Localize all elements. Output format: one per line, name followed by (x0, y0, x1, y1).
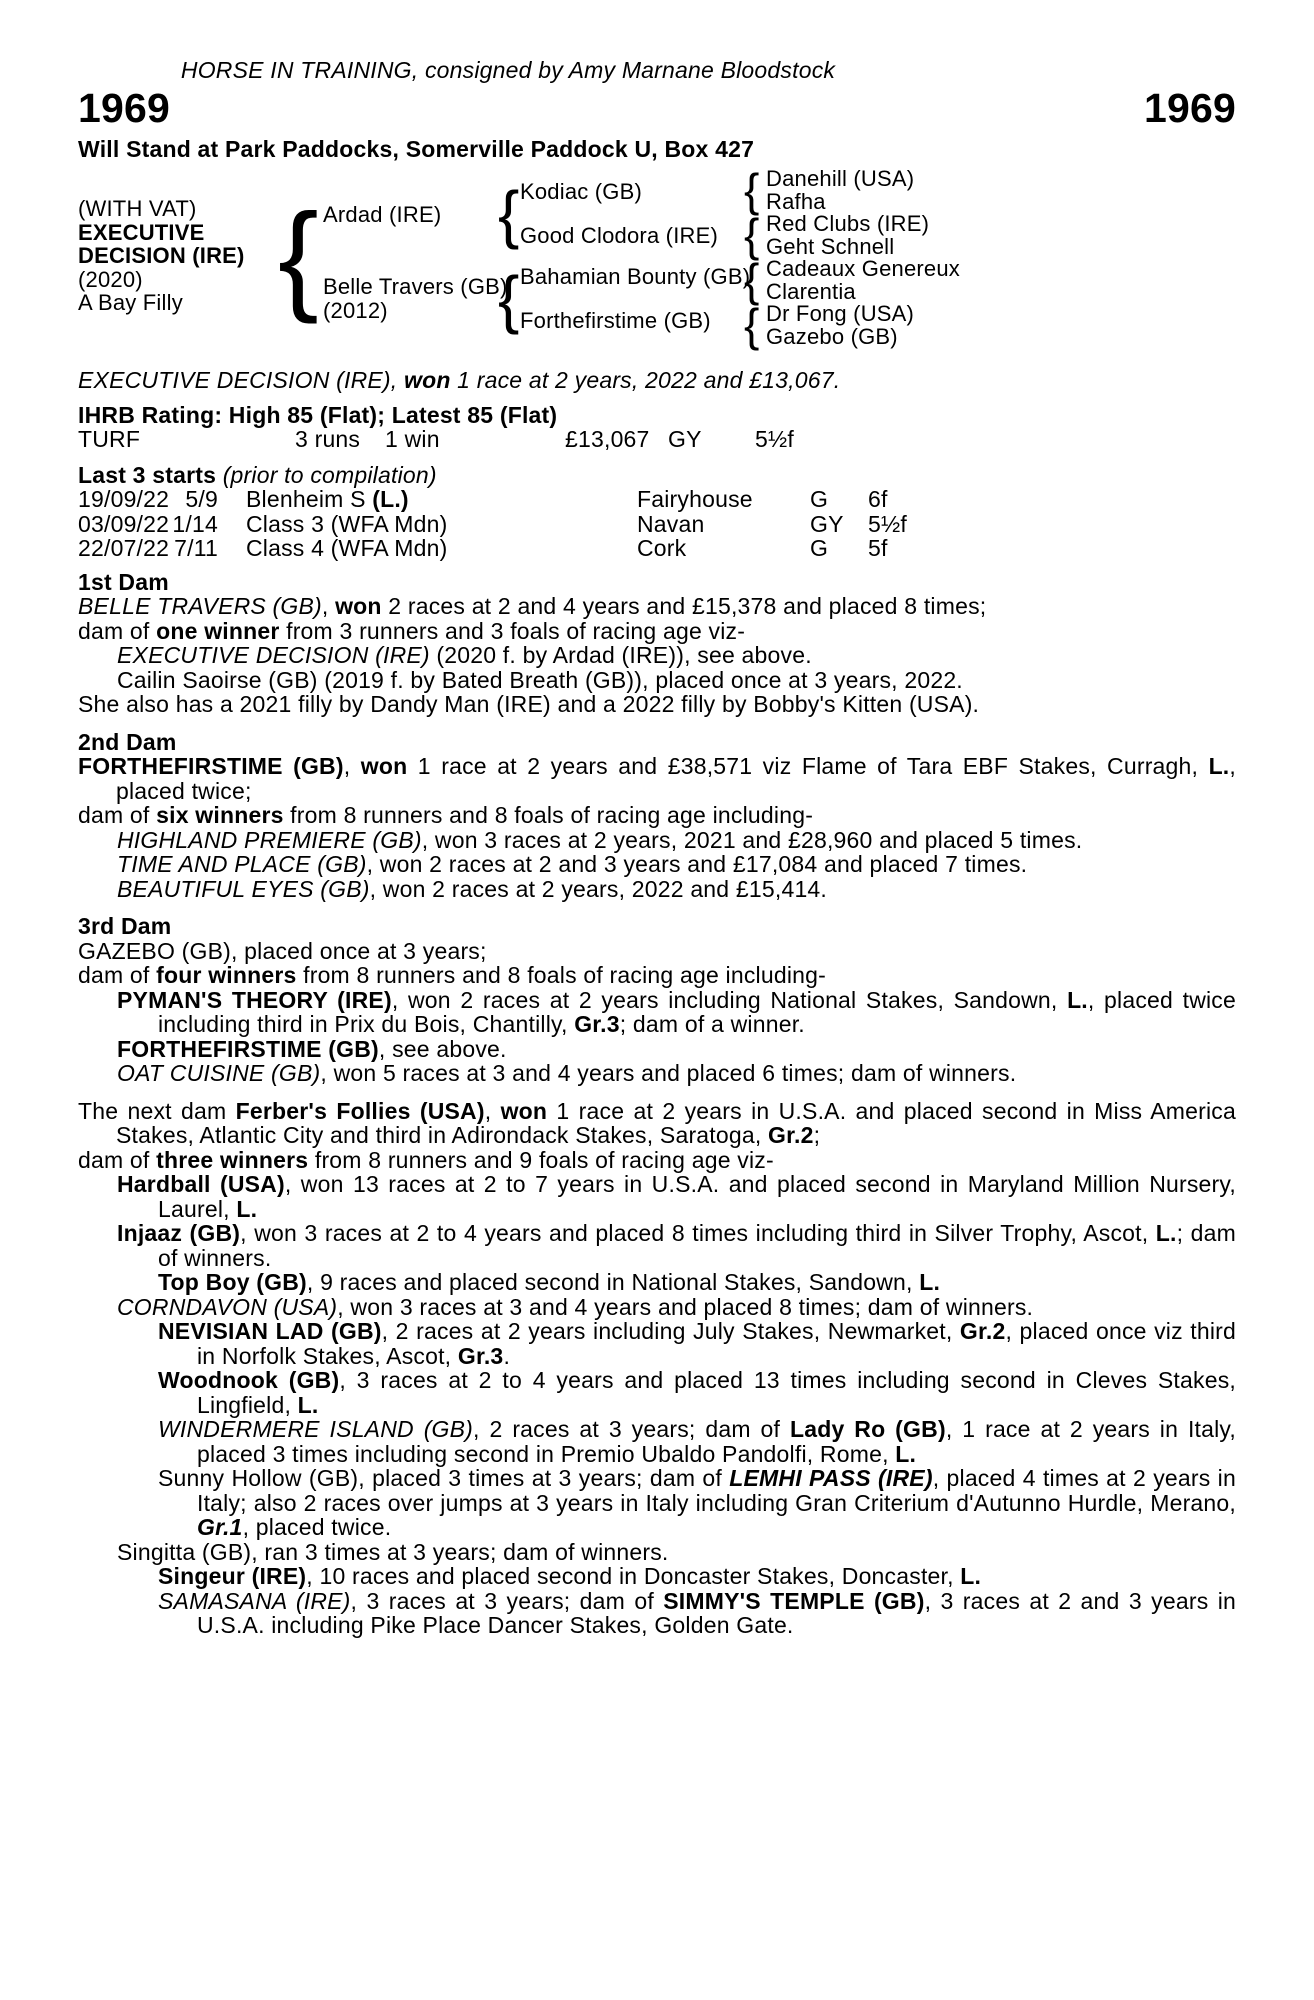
text-segment: Top Boy (GB) (158, 1269, 307, 1295)
going: G (810, 486, 829, 512)
wins-count: 1 win (385, 426, 440, 452)
first-dam-section (78, 570, 1236, 717)
text-segment: L. (236, 1195, 258, 1222)
text-segment: , placed twice; (116, 753, 1236, 804)
finish-position: 1/14 (172, 510, 218, 537)
text-segment: SIMMY'S TEMPLE (GB) (663, 1587, 925, 1614)
paragraph (78, 1099, 1236, 1148)
text-segment: , won 5 races at 3 and 4 years and placed 6 times; dam of winners. (320, 1060, 1017, 1086)
racecourse: Navan (637, 510, 705, 537)
paragraph (78, 1540, 1236, 1565)
text-segment: , placed twice including third in Prix du Bois, Chantilly, (158, 986, 1237, 1037)
text-segment: The next dam (78, 1097, 236, 1124)
great-grandparent-name: Cadeaux Genereux (766, 256, 960, 281)
text-segment: CORNDAVON (USA) (117, 1293, 338, 1320)
paragraph (78, 1037, 1236, 1062)
first-dam-text (78, 594, 1236, 717)
text-segment: won (403, 367, 451, 393)
text-segment: BELLE TRAVERS (GB) (78, 593, 322, 619)
text-segment: won (500, 1097, 548, 1124)
text-segment: NEVISIAN LAD (GB) (158, 1318, 382, 1344)
text-segment: OAT CUISINE (GB) (117, 1060, 321, 1086)
text-segment: FORTHEFIRSTIME (GB) (117, 1035, 379, 1062)
text-segment: ; dam of a winner. (619, 1011, 805, 1037)
last-starts-title: Last 3 starts (78, 461, 217, 488)
third-dam-text (78, 939, 1236, 1086)
first-dam-heading: 1st Dam (78, 568, 169, 595)
text-segment: L. (1067, 986, 1088, 1013)
dam-brace: { (498, 263, 520, 335)
text-segment: , 1 race at 2 years in Italy, placed 3 times including second in Premio Ubaldo Pandolfi, Rome, (197, 1416, 1237, 1467)
text-segment: ; (813, 1122, 821, 1148)
paragraph (78, 852, 1236, 877)
text-segment: TIME AND PLACE (GB) (117, 851, 367, 877)
text-segment: dam of (78, 1146, 157, 1173)
race-record-summary (78, 368, 1236, 393)
race-name (218, 487, 637, 512)
paragraph (78, 1417, 1236, 1466)
text-segment: , won 2 races at 2 years, 2022 and £15,414. (369, 875, 828, 902)
text-segment: , 10 races and placed second in Doncaster Stakes, Doncaster, (306, 1563, 961, 1589)
great-grandparent-name: Rafha (766, 189, 826, 214)
text-segment: L. (297, 1391, 319, 1418)
text-segment: four winners (156, 962, 297, 988)
paragraph (78, 1270, 1236, 1295)
text-segment: HIGHLAND PREMIERE (GB) (117, 826, 422, 853)
grandsire-brace-2: { (744, 209, 760, 261)
going: GY (810, 510, 844, 537)
text-segment: Gr.2 (768, 1122, 814, 1148)
horse-name: EXECUTIVE DECISION (IRE) (78, 219, 245, 268)
vat-note: (WITH VAT) (78, 196, 197, 221)
pedigree-table (0, 161, 1314, 359)
grandsire-brace-3: { (744, 254, 760, 306)
paragraph (78, 368, 1236, 393)
second-dam-heading: 2nd Dam (78, 728, 177, 755)
text-segment: dam of (78, 962, 157, 988)
race-result-row (78, 536, 1236, 561)
paragraph (78, 619, 1236, 644)
paragraph (78, 1061, 1236, 1086)
text-segment: PYMAN'S THEORY (IRE) (117, 986, 392, 1013)
lot-number-left: 1969 (78, 84, 171, 131)
dam-name-text: Belle Travers (GB) (323, 274, 508, 299)
text-segment: won (360, 753, 408, 779)
second-dam-section (78, 730, 1236, 902)
finish-position: 5/9 (185, 486, 218, 512)
stand-location-line: Will Stand at Park Paddocks, Somerville Paddock U, Box 427 (78, 135, 755, 162)
paragraph (78, 594, 1236, 619)
text-segment: EXECUTIVE DECISION (IRE) (78, 367, 391, 393)
runs-count: 3 runs (295, 426, 361, 452)
next-dam-text (78, 1099, 1236, 1638)
text-segment: BEAUTIFUL EYES (GB) (117, 875, 370, 902)
text-segment: won (335, 593, 382, 619)
text-segment: , placed once viz third in Norfolk Stakes, Ascot, (197, 1318, 1236, 1369)
race-black-type: (L.) (372, 486, 409, 512)
distance: 5½f (868, 510, 907, 537)
text-segment: , (484, 1097, 501, 1124)
text-segment: , 3 races at 3 years; dam of (350, 1587, 664, 1614)
text-segment: dam of (78, 617, 157, 644)
pedigree-brace: { (278, 188, 319, 324)
racecourse: Fairyhouse (637, 486, 753, 512)
text-segment: L. (895, 1440, 917, 1467)
text-segment: (2020 f. by Ardad (IRE)), see above. (429, 642, 812, 668)
text-segment: L. (1155, 1220, 1177, 1246)
text-segment: She also has a 2021 filly by Dandy Man (IRE) and a 2022 filly by Bobby's Kitten (USA). (78, 691, 980, 717)
paragraph (78, 692, 1236, 717)
text-segment: L. (960, 1563, 982, 1589)
text-segment: , (321, 593, 336, 619)
text-segment: six winners (156, 802, 284, 828)
rating-line: IHRB Rating: High 85 (Flat); Latest 85 (Flat) (78, 401, 558, 428)
great-grandparent-name: Danehill (USA) (766, 166, 915, 191)
race-result-row (78, 487, 1236, 512)
paragraph (78, 643, 1236, 668)
race-result-row (78, 512, 1236, 537)
third-dam-section (78, 914, 1236, 1086)
produce-details (78, 197, 310, 315)
text-segment: Lady Ro (GB) (789, 1416, 946, 1442)
distance-value: 5½f (755, 426, 794, 452)
distance: 6f (868, 486, 888, 512)
text-segment: , won 3 races at 2 to 4 years and placed 8 times including third in Silver Trophy, Ascot, (240, 1220, 1156, 1246)
race-name (218, 536, 637, 561)
great-grandparent-name: Gazebo (GB) (766, 324, 898, 349)
text-segment: , 9 races and placed second in National Stakes, Sandown, (306, 1269, 920, 1295)
text-segment: ; dam of winners. (158, 1220, 1237, 1271)
text-segment: , 3 races at 2 to 4 years and placed 13 times including second in Cleves Stakes, Lingfield, (197, 1367, 1236, 1418)
race-date: 03/09/22 (78, 510, 170, 537)
text-segment: , (390, 367, 404, 393)
text-segment: , won 2 races at 2 years including National Stakes, Sandown, (391, 986, 1068, 1013)
paragraph (78, 1295, 1236, 1320)
text-segment: Gr.1 (197, 1514, 243, 1540)
text-segment: L. (919, 1269, 941, 1295)
text-segment: , (343, 753, 361, 779)
text-segment: one winner (156, 617, 280, 644)
paragraph (78, 1368, 1236, 1417)
sire-name: Ardad (IRE) (323, 202, 442, 227)
rating-section (78, 403, 1236, 452)
last-starts-title-line (78, 463, 1236, 488)
text-segment: , 3 races at 2 and 3 years in U.S.A. including Pike Place Dancer Stakes, Golden Gate. (197, 1587, 1237, 1638)
paragraph (78, 828, 1236, 853)
text-segment: from 8 runners and 8 foals of racing age including- (296, 962, 827, 988)
paragraph (78, 754, 1236, 803)
great-grandparent-name: Clarentia (766, 279, 856, 304)
text-segment: , placed twice. (242, 1514, 392, 1540)
text-segment: . (503, 1342, 511, 1369)
text-segment: EXECUTIVE DECISION (IRE) (117, 642, 430, 668)
text-segment: 1 race at 2 years in U.S.A. and placed second in Miss America Stakes, Atlantic City and third in Adirondack Stakes, Saratoga, (116, 1097, 1236, 1148)
paragraph (78, 1172, 1236, 1221)
lot-number-right: 1969 (1143, 84, 1236, 131)
text-segment: Hardball (USA) (117, 1171, 285, 1197)
text-segment: L. (1208, 753, 1230, 779)
text-segment: Singeur (IRE) (158, 1563, 307, 1589)
great-grandparent-name: Red Clubs (IRE) (766, 211, 930, 236)
text-segment: 2 races at 2 and 4 years and £15,378 and placed 8 times; (381, 593, 987, 619)
surface-label: TURF (78, 426, 141, 452)
text-segment: , won 2 races at 2 and 3 years and £17,084 and placed 7 times. (366, 851, 1028, 877)
going-abbrev: GY (668, 426, 702, 452)
text-segment: Cailin Saoirse (GB) (2019 f. by Bated Breath (GB)), placed once at 3 years, 2022. (117, 666, 963, 693)
last-starts-section (78, 463, 1236, 561)
race-name-text: Blenheim S (246, 486, 373, 512)
dam-dam-name: Forthefirstime (GB) (520, 308, 711, 333)
consignor-line: HORSE IN TRAINING, consigned by Amy Marnane Bloodstock (180, 57, 836, 83)
great-grandparent-name: Dr Fong (USA) (766, 301, 915, 326)
great-grandparent-name: Geht Schnell (766, 234, 895, 259)
dam-sire-name: Bahamian Bounty (GB) (520, 264, 751, 289)
text-segment: , placed 4 times at 2 years in Italy; also 2 races over jumps at 3 years in Italy including Gran Criterium d'Autunno Hurdle, Merano, (197, 1465, 1236, 1516)
sire-dam-name: Good Clodora (IRE) (520, 223, 719, 248)
paragraph (78, 963, 1236, 988)
sire-brace: { (498, 178, 520, 250)
text-segment: , won 3 races at 2 years, 2021 and £28,960 and placed 5 times. (421, 826, 1083, 853)
text-segment: dam of (78, 802, 157, 828)
text-segment: 1 race at 2 years, 2022 and £13,067. (450, 367, 841, 393)
paragraph (78, 1589, 1236, 1638)
paragraph (78, 1466, 1236, 1540)
text-segment: 1 race at 2 years and £38,571 viz Flame of Tara EBF Stakes, Curragh, (407, 753, 1209, 779)
paragraph (78, 1148, 1236, 1173)
race-name (218, 512, 637, 537)
text-segment: Gr.3 (457, 1342, 504, 1369)
text-segment: GAZEBO (GB), placed once at 3 years; (78, 937, 487, 964)
page-body (78, 368, 1236, 1638)
text-segment: Ferber's Follies (USA) (235, 1097, 485, 1124)
grandsire-brace-1: { (744, 164, 760, 216)
last-starts-note: (prior to compilation) (222, 461, 437, 488)
text-segment: Woodnook (GB) (158, 1367, 340, 1393)
paragraph (78, 988, 1236, 1037)
lot-number-row (78, 84, 1236, 131)
text-segment: , 2 races at 2 years including July Stakes, Newmarket, (381, 1318, 960, 1344)
paragraph (78, 1564, 1236, 1589)
race-name-text: Class 4 (WFA Mdn) (246, 535, 448, 561)
text-segment: from 8 runners and 8 foals of racing age including- (283, 802, 814, 828)
text-segment: , won 13 races at 2 to 7 years in U.S.A. and placed second in Maryland Million Nursery, Laurel, (158, 1171, 1236, 1222)
dam-year: (2012) (323, 297, 388, 323)
text-segment: , see above. (378, 1035, 507, 1062)
text-segment: WINDERMERE ISLAND (GB) (158, 1416, 474, 1442)
turf-record-row (78, 427, 1236, 452)
paragraph (78, 1221, 1236, 1270)
text-segment: Injaaz (GB) (117, 1220, 241, 1246)
distance: 5f (868, 535, 888, 561)
text-segment: FORTHEFIRSTIME (GB) (78, 753, 344, 779)
horse-description: A Bay Filly (78, 290, 183, 315)
race-date: 19/09/22 (78, 486, 170, 512)
next-dam-section (78, 1099, 1236, 1638)
text-segment: Gr.3 (574, 1011, 620, 1037)
finish-position: 7/11 (174, 535, 218, 561)
text-segment: Singitta (GB), ran 3 times at 3 years; dam of winners. (117, 1538, 669, 1565)
racecourse: Cork (637, 535, 687, 561)
foaling-year: (2020) (78, 266, 143, 292)
text-segment: Gr.2 (959, 1318, 1006, 1344)
paragraph (78, 803, 1236, 828)
paragraph (78, 668, 1236, 693)
second-dam-text (78, 754, 1236, 901)
third-dam-heading: 3rd Dam (78, 913, 172, 939)
dam-name (323, 275, 508, 322)
text-segment: SAMASANA (IRE) (158, 1587, 351, 1614)
race-date: 22/07/22 (78, 535, 170, 561)
text-segment: Sunny Hollow (GB), placed 3 times at 3 years; dam of (158, 1465, 730, 1491)
text-segment: three winners (156, 1146, 309, 1173)
paragraph (78, 939, 1236, 964)
paragraph (78, 1319, 1236, 1368)
text-segment: LEMHI PASS (IRE) (729, 1465, 933, 1491)
text-segment: from 3 runners and 3 foals of racing age viz- (279, 617, 746, 644)
grandsire-brace-4: { (744, 299, 760, 351)
text-segment: from 8 runners and 9 foals of racing age viz- (308, 1146, 774, 1173)
going: G (810, 535, 829, 561)
race-name-text: Class 3 (WFA Mdn) (246, 510, 448, 537)
paragraph (78, 877, 1236, 902)
text-segment: , won 3 races at 3 and 4 years and placed 8 times; dam of winners. (337, 1293, 1034, 1320)
text-segment: , 2 races at 3 years; dam of (473, 1416, 790, 1442)
earnings-amount: £13,067 (565, 426, 650, 452)
sire-sire-name: Kodiac (GB) (520, 179, 643, 204)
